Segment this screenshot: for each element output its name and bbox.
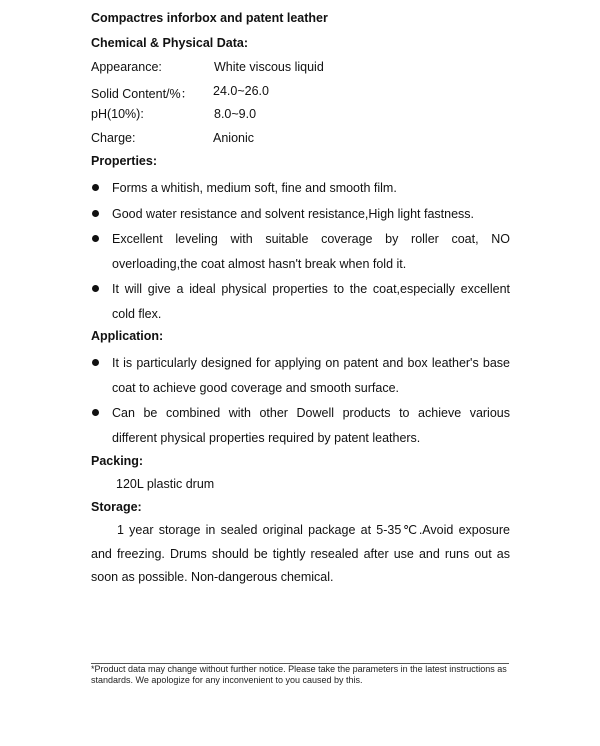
appearance-label: Appearance:	[91, 60, 162, 74]
properties-heading: Properties:	[91, 154, 157, 168]
properties-item: Forms a whitish, medium soft, fine and smooth film.	[112, 181, 397, 195]
bullet-icon	[92, 285, 99, 292]
bullet-icon	[92, 409, 99, 416]
bullet-icon	[92, 210, 99, 217]
packing-text: 120L plastic drum	[116, 477, 215, 491]
bullet-icon	[92, 235, 99, 242]
footnote-text: *Product data may change without further notice. Please take the parameters in the latest instructions as standards. We apologize for any inconvenient to you caused by this.	[91, 664, 507, 685]
properties-item: Excellent leveling with suitable coverage by roller coat, NO overloading,the coat almost hasn't break when fold it.	[112, 232, 510, 271]
application-item: It is particularly designed for applying on patent and box leather's base coat to achieve good coverage and smooth surface.	[112, 356, 510, 395]
properties-item: Good water resistance and solvent resistance,High light fastness.	[112, 207, 474, 221]
bullet-icon	[92, 184, 99, 191]
charge-value: Anionic	[213, 131, 254, 145]
application-item: Can be combined with other Dowell products to achieve various different physical properties required by patent leathers.	[112, 406, 510, 445]
storage-text: 1 year storage in sealed original package at 5-35℃.Avoid exposure and freezing. Drums should be tightly resealed after use and runs out as soon as possible. Non-dangerous chemical.	[91, 523, 510, 584]
charge-label: Charge:	[91, 131, 136, 145]
application-heading: Application:	[91, 329, 164, 343]
ph-value: 8.0~9.0	[214, 107, 257, 121]
solid-content-label: Solid Content/%：	[91, 87, 194, 101]
storage-heading: Storage:	[91, 500, 142, 514]
appearance-value: White viscous liquid	[214, 60, 324, 74]
document-title: Compactres inforbox and patent leather	[91, 11, 328, 25]
packing-heading: Packing:	[91, 454, 144, 468]
properties-item: It will give a ideal physical properties to the coat,especially excellent cold flex.	[112, 282, 510, 321]
bullet-icon	[92, 359, 99, 366]
solid-content-value: 24.0~26.0	[213, 84, 269, 98]
chemical-data-heading: Chemical & Physical Data:	[91, 36, 249, 50]
ph-label: pH(10%):	[91, 107, 144, 121]
